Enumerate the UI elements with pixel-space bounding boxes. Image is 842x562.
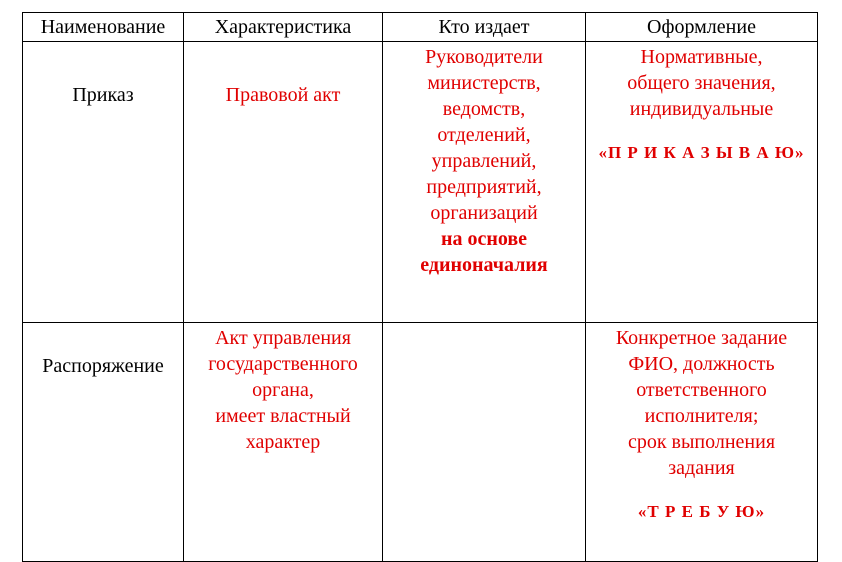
- characteristic-line: Правовой акт: [225, 84, 341, 106]
- issuer-line: отделений,: [437, 124, 531, 146]
- characteristic-line: характер: [245, 431, 321, 453]
- format-cell: [586, 323, 818, 562]
- issuer-cell: [383, 42, 586, 323]
- header-characteristic: Характеристика: [184, 13, 383, 42]
- row-name-cell: [23, 42, 184, 323]
- characteristic-line: имеет властный: [215, 405, 351, 427]
- format-line: ответственного: [636, 379, 767, 401]
- format-line: общего значения,: [627, 72, 776, 94]
- format-line: задания: [668, 457, 735, 479]
- table-row: [23, 323, 818, 562]
- issuer-line: Руководители: [425, 46, 543, 68]
- table-row: [23, 42, 818, 323]
- issuer-line: предприятий,: [426, 176, 542, 198]
- format-line: исполнителя;: [644, 405, 759, 427]
- issuer-line: организаций: [430, 202, 538, 224]
- characteristic-line: органа,: [252, 379, 314, 401]
- format-cell: [586, 42, 818, 323]
- issuer-cell-empty: [383, 323, 586, 562]
- characteristic-line: государственного: [208, 353, 358, 375]
- characteristic-cell: [184, 42, 383, 323]
- format-keyword: «П Р И К А З Ы В А Ю»: [598, 143, 805, 162]
- format-line: индивидуальные: [629, 98, 774, 120]
- issuer-line: управлений,: [431, 150, 537, 172]
- characteristic-line: Акт управления: [215, 327, 351, 349]
- header-format: Оформление: [586, 13, 818, 42]
- format-line: ФИО, должность: [628, 353, 775, 375]
- header-name: Наименование: [23, 13, 184, 42]
- format-keyword: «Т Р Е Б У Ю»: [637, 502, 766, 521]
- issuer-line: министерств,: [427, 72, 541, 94]
- row-name: Распоряжение: [42, 355, 164, 377]
- row-name-cell: [23, 323, 184, 562]
- format-line: срок выполнения: [627, 431, 776, 453]
- row-name: Приказ: [72, 84, 134, 106]
- characteristic-cell: [184, 323, 383, 562]
- table-header-row: [23, 13, 818, 42]
- document-table: [22, 12, 818, 562]
- issuer-line: ведомств,: [442, 98, 526, 120]
- format-line: Нормативные,: [640, 46, 763, 68]
- issuer-bold-line: на основе: [440, 228, 528, 250]
- format-line: Конкретное задание: [615, 327, 788, 349]
- header-issuer: Кто издает: [383, 13, 586, 42]
- issuer-bold-line: единоначалия: [420, 254, 548, 276]
